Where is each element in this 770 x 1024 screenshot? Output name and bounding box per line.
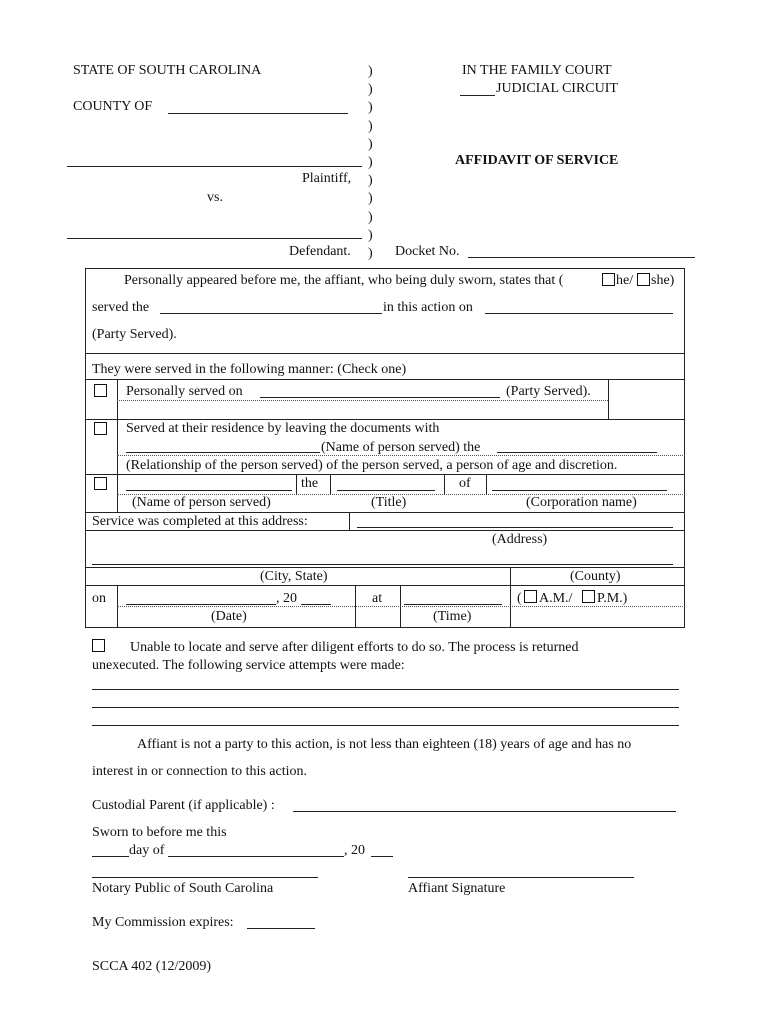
served-date-field[interactable] [485, 313, 673, 314]
he-label: he/ [616, 273, 634, 288]
divider [85, 567, 685, 568]
circuit-number-field[interactable] [460, 95, 495, 96]
day-of-label: day of [129, 843, 165, 858]
custodial-parent-label: Custodial Parent (if applicable) : [92, 798, 275, 813]
sworn-year-label: , 20 [344, 843, 365, 858]
state-name: STATE OF SOUTH CAROLINA [73, 63, 262, 78]
party-served-label: (Party Served). [92, 327, 177, 342]
corporation-checkbox[interactable] [94, 477, 107, 490]
divider [85, 379, 685, 380]
date-caption: (Date) [211, 609, 247, 624]
in-action-label: in this action on [383, 300, 473, 315]
served-party-field[interactable] [160, 313, 382, 314]
title-caption: (Title) [371, 495, 407, 510]
corporation-person-field[interactable] [126, 490, 292, 491]
notary-label: Notary Public of South Carolina [92, 881, 274, 896]
service-year-field[interactable] [301, 604, 331, 605]
address-caption: (Address) [492, 532, 548, 547]
court-name: IN THE FAMILY COURT [462, 63, 612, 78]
on-label: on [92, 591, 106, 606]
divider [444, 474, 445, 494]
sworn-year-field[interactable] [371, 856, 393, 857]
divider [608, 379, 609, 419]
year-label: , 20 [276, 591, 297, 606]
divider [85, 512, 685, 513]
unable-line-1: Unable to locate and serve after diligent efforts to do so. The process is returned [130, 640, 579, 655]
sworn-month-field[interactable] [168, 856, 344, 857]
divider [349, 512, 350, 530]
divider [85, 419, 685, 420]
county-caption: (County) [570, 569, 621, 584]
name-served-caption: (Name of person served) [132, 495, 271, 510]
she-label: she) [651, 273, 675, 288]
sworn-day-field[interactable] [92, 856, 129, 857]
service-time-field[interactable] [404, 604, 502, 605]
city-state-caption: (City, State) [260, 569, 328, 584]
am-label: A.M./ [539, 591, 573, 606]
divider [510, 567, 511, 628]
pm-checkbox[interactable] [582, 590, 595, 603]
residence-name-label: (Name of person served) the [321, 440, 481, 455]
divider [85, 530, 685, 531]
personally-party-served-label: (Party Served). [506, 384, 591, 399]
residence-checkbox[interactable] [94, 422, 107, 435]
defendant-field[interactable] [67, 238, 362, 239]
corporation-title-field[interactable] [337, 490, 435, 491]
commission-label: My Commission expires: [92, 915, 234, 930]
unable-line-2: unexecuted. The following service attempts were made: [92, 658, 405, 673]
custodial-parent-field[interactable] [293, 811, 676, 812]
plaintiff-field[interactable] [67, 166, 362, 167]
plaintiff-label: Plaintiff, [302, 171, 352, 186]
residence-relationship-field[interactable] [497, 452, 657, 453]
divider [330, 474, 331, 494]
address-label: Service was completed at this address: [92, 514, 308, 529]
pm-label: P.M.) [597, 591, 628, 606]
sworn-statement: Personally appeared before me, the affiant, who being duly sworn, states that ( [124, 273, 564, 288]
the-label: the [301, 476, 319, 491]
form-id: SCCA 402 (12/2009) [92, 959, 212, 974]
county-field[interactable] [168, 113, 348, 114]
sworn-label: Sworn to before me this [92, 825, 227, 840]
of-label: of [459, 476, 471, 491]
paren-open: ( [517, 591, 522, 606]
attempts-line-2[interactable] [92, 707, 679, 708]
served-the-label: served the [92, 300, 150, 315]
she-checkbox[interactable] [637, 273, 650, 286]
corporation-caption: (Corporation name) [526, 495, 637, 510]
divider [117, 400, 608, 401]
personally-served-date-field[interactable] [260, 397, 500, 398]
corporation-name-field[interactable] [492, 490, 667, 491]
attempts-line-3[interactable] [92, 725, 679, 726]
divider [85, 585, 685, 586]
affirmation-line-1: Affiant is not a party to this action, is not less than eighteen (18) years of age and has no [137, 737, 632, 752]
docket-label: Docket No. [395, 244, 460, 259]
commission-field[interactable] [247, 928, 315, 929]
unable-checkbox[interactable] [92, 639, 105, 652]
personally-served-label: Personally served on [126, 384, 243, 399]
am-checkbox[interactable] [524, 590, 537, 603]
residence-person-field[interactable] [126, 452, 320, 453]
at-label: at [372, 591, 383, 606]
affirmation-line-2: interest in or connection to this action. [92, 764, 308, 779]
divider [486, 474, 487, 494]
document-title: AFFIDAVIT OF SERVICE [455, 153, 619, 168]
city-state-county-field[interactable] [92, 564, 673, 565]
versus-label: vs. [207, 190, 223, 205]
divider [85, 474, 685, 475]
residence-label: Served at their residence by leaving the documents with [126, 421, 440, 436]
county-label: COUNTY OF [73, 99, 153, 114]
divider [117, 455, 685, 456]
divider [117, 606, 685, 607]
personally-served-checkbox[interactable] [94, 384, 107, 397]
address-field[interactable] [357, 527, 673, 528]
manner-heading: They were served in the following manner: (Check one) [92, 362, 407, 377]
divider [296, 474, 297, 494]
service-date-field[interactable] [126, 604, 276, 605]
residence-relationship-label: (Relationship of the person served) of the person served, a person of age and discretion. [126, 458, 618, 473]
caption-parens: ) ) ) ) ) ) ) ) ) ) ) [368, 64, 373, 262]
attempts-line-1[interactable] [92, 689, 679, 690]
circuit-label: JUDICIAL CIRCUIT [496, 81, 618, 96]
divider [85, 353, 685, 354]
affiant-signature-label: Affiant Signature [408, 881, 506, 896]
docket-field[interactable] [468, 257, 695, 258]
he-checkbox[interactable] [602, 273, 615, 286]
divider [117, 379, 118, 512]
notary-signature-line[interactable] [92, 877, 318, 878]
affiant-signature-line[interactable] [408, 877, 634, 878]
defendant-label: Defendant. [289, 244, 351, 259]
time-caption: (Time) [433, 609, 472, 624]
